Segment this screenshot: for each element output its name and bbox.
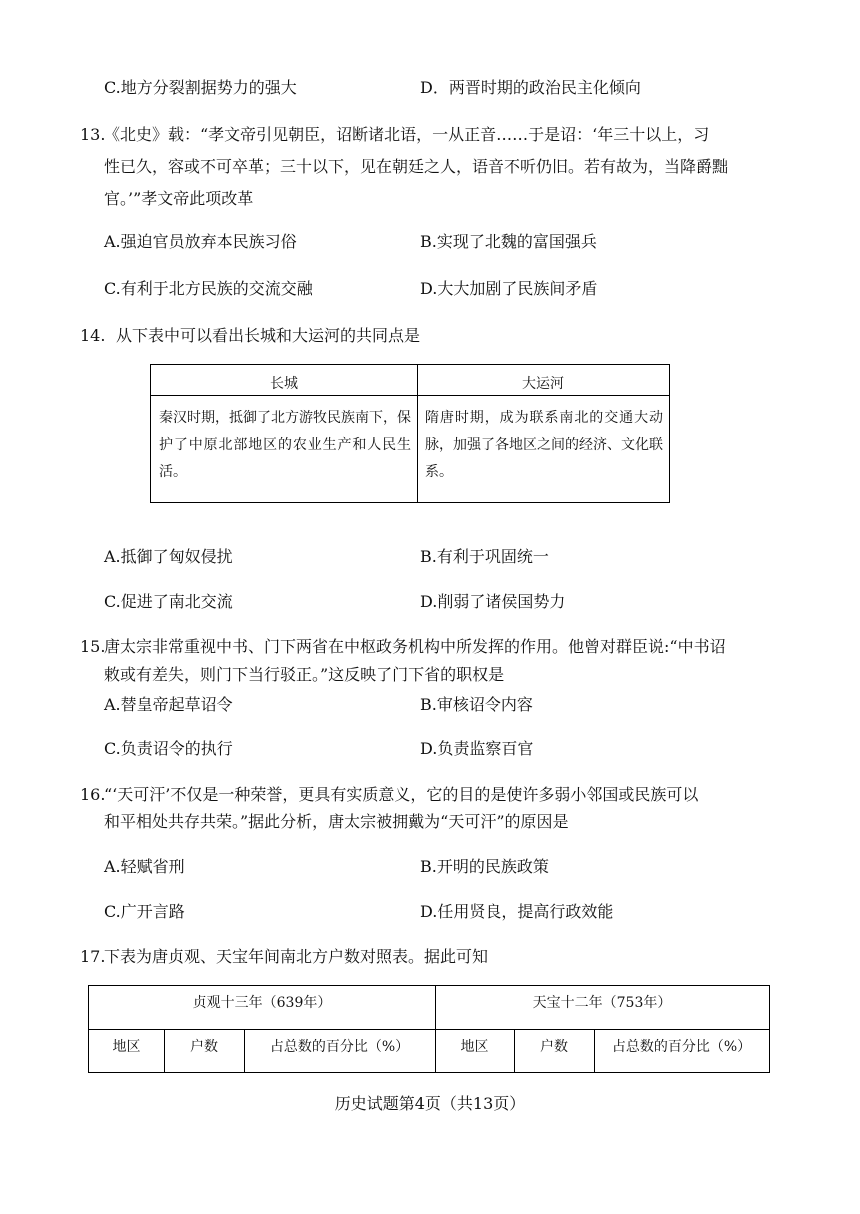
q14-option-c: C.促进了南北交流 — [104, 592, 233, 611]
q16-option-d: D.任用贤良，提高行政效能 — [420, 902, 614, 921]
q16-option-b: B.开明的民族政策 — [420, 857, 549, 876]
q17-col-households-2: 户数 — [540, 1039, 568, 1055]
q12-option-d: D．两晋时期的政治民主化倾向 — [420, 78, 641, 97]
q14-text: 从下表中可以看出长城和大运河的共同点是 — [116, 326, 421, 345]
q14-option-b: B.有利于巩固统一 — [420, 547, 549, 566]
q15-line-1: 唐太宗非常重视中书、门下两省在中枢政务机构中所发挥的作用。他曾对群臣说:“中书诏 — [104, 637, 726, 656]
q14-table-header-great-wall: 长城 — [270, 376, 298, 392]
q14-table-header-grand-canal: 大运河 — [522, 376, 564, 392]
q16-line-2: 和平相处共存共荣。”据此分析，唐太宗被拥戴为“天可汗”的原因是 — [104, 812, 569, 831]
q12-option-c: C.地方分裂割据势力的强大 — [104, 78, 297, 97]
q14-number: 14. — [80, 326, 106, 345]
q14-option-a: A.抵御了匈奴侵扰 — [104, 547, 233, 566]
q15-number: 15. — [80, 637, 106, 656]
q14-table — [150, 364, 670, 503]
q13-option-b: B.实现了北魏的富国强兵 — [420, 232, 597, 251]
q17-table-period-tianbao: 天宝十二年（753年） — [532, 995, 672, 1011]
q16-option-a: A.轻赋省刑 — [104, 857, 185, 876]
q17-col-households: 户数 — [190, 1039, 218, 1055]
page-footer: 历史试题第4页（共13页） — [334, 1094, 526, 1113]
q13-line-1: 《北史》载：“孝文帝引见朝臣，诏断诸北语，一从正音……于是诏：‘年三十以上，习 — [104, 125, 710, 144]
q17-text: 下表为唐贞观、天宝年间南北方户数对照表。据此可知 — [104, 947, 489, 966]
q17-col-region: 地区 — [112, 1039, 141, 1055]
q13-number: 13. — [80, 125, 106, 144]
q13-line-2: 性已久，容或不可卒革；三十以下，见在朝廷之人，语音不听仍旧。若有故为，当降爵黜 — [104, 157, 729, 176]
q17-col-percent-2: 占总数的百分比（%） — [611, 1039, 752, 1055]
q17-table-period-zhenguan: 贞观十三年（639年） — [192, 995, 332, 1011]
q15-option-c: C.负责诏令的执行 — [104, 739, 233, 758]
q16-option-c: C.广开言路 — [104, 902, 185, 921]
q14-table-cell-great-wall: 秦汉时期，抵御了北方游牧民族南下，保护了中原北部地区的农业生产和人民生活。 — [159, 410, 411, 480]
q17-table — [88, 985, 770, 1073]
q17-col-percent: 占总数的百分比（%） — [269, 1039, 410, 1055]
q15-option-d: D.负责监察百官 — [420, 739, 534, 758]
q13-option-d: D.大大加剧了民族间矛盾 — [420, 279, 598, 298]
q15-option-a: A.替皇帝起草诏令 — [104, 695, 233, 714]
q13-option-a: A.强迫官员放弃本民族习俗 — [104, 232, 297, 251]
q17-col-region-2: 地区 — [460, 1039, 489, 1055]
q15-option-b: B.审核诏令内容 — [420, 695, 533, 714]
q14-table-cell-grand-canal: 隋唐时期，成为联系南北的交通大动脉，加强了各地区之间的经济、文化联系。 — [425, 410, 663, 480]
q17-number: 17. — [80, 947, 106, 966]
q14-option-d: D.削弱了诸侯国势力 — [420, 592, 566, 611]
q15-line-2: 敕或有差失，则门下当行驳正。”这反映了门下省的职权是 — [104, 665, 505, 684]
q16-line-1: “‘天可汗’不仅是一种荣誉，更具有实质意义，它的目的是使许多弱小邻国或民族可以 — [104, 785, 699, 804]
q16-number: 16. — [80, 785, 106, 804]
q13-option-c: C.有利于北方民族的交流交融 — [104, 279, 313, 298]
q13-line-3: 官。’”孝文帝此项改革 — [104, 189, 254, 208]
